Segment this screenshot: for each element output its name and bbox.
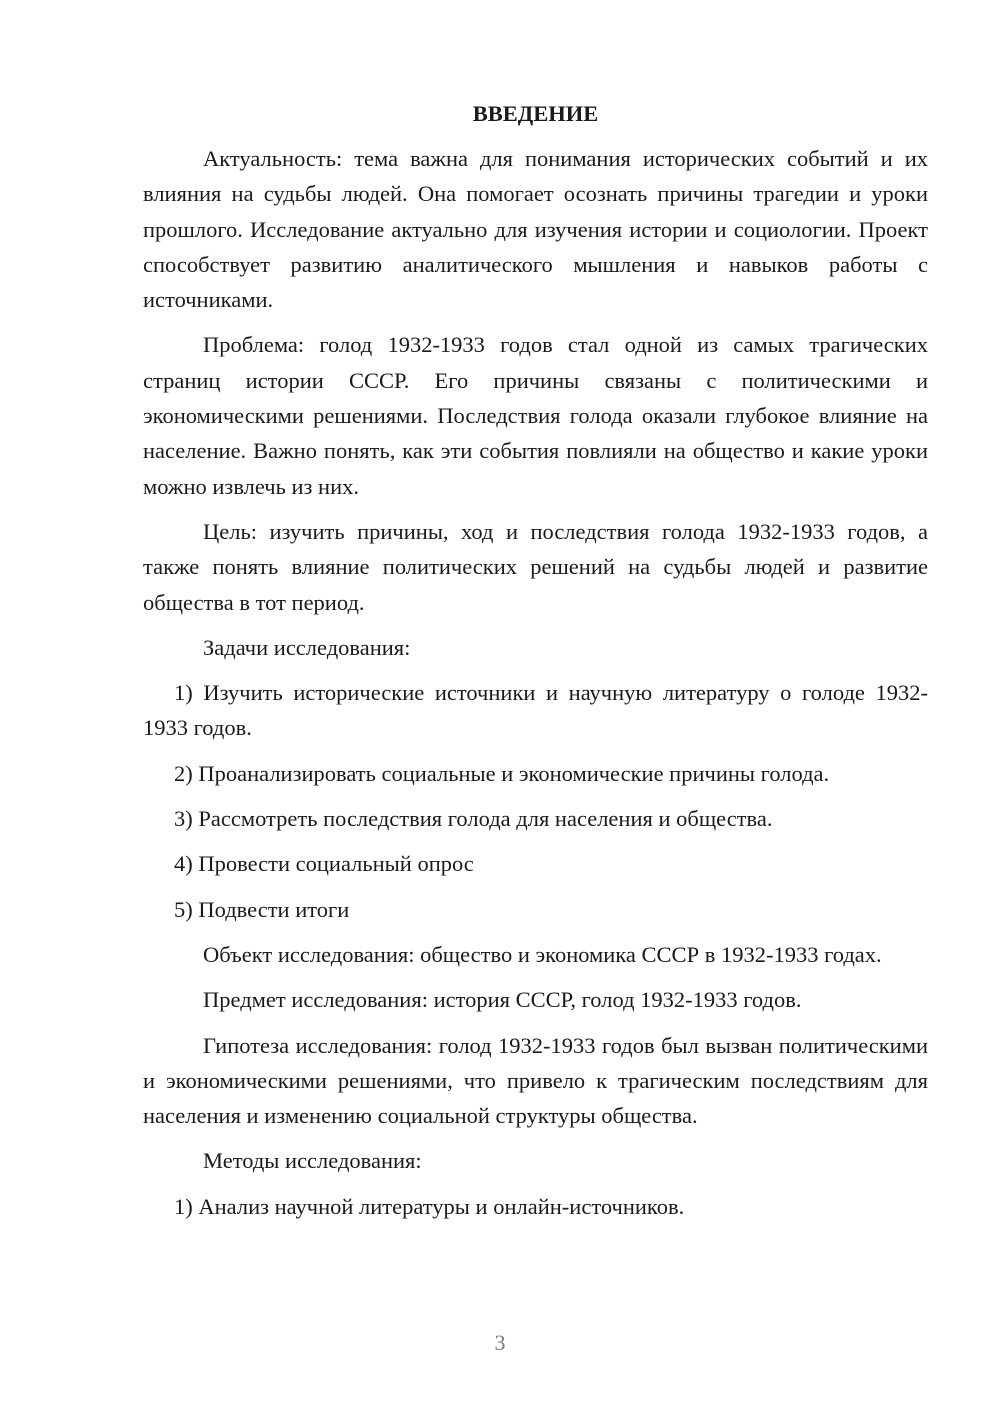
page-number: 3	[494, 1330, 506, 1355]
task-item-2: 2) Проанализировать социальные и экономические причины голода.	[174, 760, 830, 786]
tasks-heading: Задачи исследования:	[203, 634, 411, 660]
goal-paragraph: Цель: изучить причины, ход и последствия голода 1932-1933 годов, а также понять влияние политических решений на судьбы людей и развитие общества в тот период.	[143, 518, 928, 615]
methods-heading: Методы исследования:	[203, 1148, 422, 1174]
subject-paragraph: Предмет исследования: история СССР, голод 1932-1933 годов.	[203, 987, 802, 1013]
section-heading: ВВЕДЕНИЕ	[472, 101, 599, 126]
hypothesis-paragraph: Гипотеза исследования: голод 1932-1933 годов был вызван политическими и экономическими решениями, что привело к трагическим последствиям для населения и изменению социальной структуры общества.	[143, 1032, 928, 1129]
method-item-1: 1) Анализ научной литературы и онлайн-источников.	[174, 1193, 685, 1219]
task-item-4: 4) Провести социальный опрос	[174, 851, 474, 877]
task-item-5: 5) Подвести итоги	[174, 896, 350, 922]
task-item-3: 3) Рассмотреть последствия голода для населения и общества.	[174, 806, 773, 832]
page-content	[143, 96, 928, 1234]
relevance-paragraph: Актуальность: тема важна для понимания исторических событий и их влияния на судьбы людей. Она помогает осознать причины трагедии и уроки прошлого. Исследование актуально для изучения истории и социологии. Проект способствует развитию аналитического мышления и навыков работы с источниками.	[143, 146, 928, 313]
problem-paragraph: Проблема: голод 1932-1933 годов стал одной из самых трагических страниц истории СССР. Его причины связаны с политическими и экономическими решениями. Последствия голода оказали глубокое влияние на население. Важно понять, как эти события повлияли на общество и какие уроки можно извлечь из них.	[143, 332, 928, 499]
object-paragraph: Объект исследования: общество и экономика СССР в 1932-1933 годах.	[203, 941, 882, 967]
task-item-1: 1) Изучить исторические источники и научную литературу о голоде 1932-1933 годов.	[143, 680, 928, 741]
